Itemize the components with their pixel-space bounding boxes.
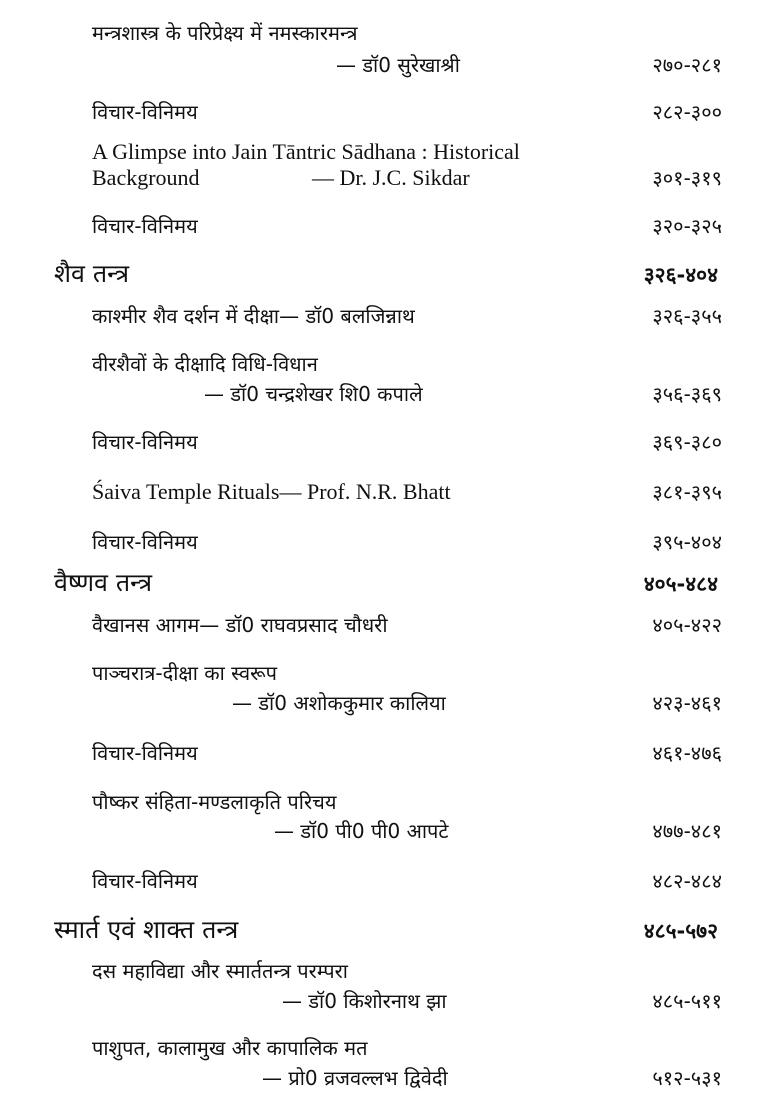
toc-entry-title-cont: Background: [92, 165, 200, 190]
section-pages: ४०५-४८४: [643, 572, 718, 596]
toc-entry-author: — Dr. J.C. Sikdar: [312, 165, 470, 190]
section-heading: स्मार्त एवं शाक्त तन्त्र: [54, 915, 239, 944]
toc-entry-title: वीरशैवों के दीक्षादि विधि-विधान: [92, 352, 318, 376]
toc-entry-author: — डॉ0 सुरेखाश्री: [336, 53, 460, 77]
toc-entry-pages: ३०१-३१९: [652, 166, 722, 190]
toc-entry-pages: ४८५-५११: [652, 989, 722, 1013]
toc-entry-pages: ४७७-४८१: [652, 819, 722, 843]
toc-entry-title: पाञ्चरात्र-दीक्षा का स्वरूप: [92, 661, 277, 685]
toc-entry-pages: २७०-२८१: [652, 53, 722, 77]
toc-entry-pages: ३९५-४०४: [652, 530, 722, 554]
toc-entry-title: पौष्कर संहिता-मण्डलाकृति परिचय: [92, 790, 337, 814]
toc-entry-pages: ४०५-४२२: [652, 613, 722, 637]
toc-entry-author: — डॉ0 अशोककुमार कालिया: [232, 691, 446, 715]
toc-entry-author: — डॉ0 चन्द्रशेखर शि0 कपाले: [204, 382, 423, 406]
section-heading: वैष्णव तन्त्र: [54, 568, 153, 597]
toc-entry-title: विचार-विनिमय: [92, 530, 198, 554]
toc-entry-title: विचार-विनिमय: [92, 869, 198, 893]
toc-entry-title: दस महाविद्या और स्मार्ततन्त्र परम्परा: [92, 959, 348, 983]
toc-entry-pages: ३२०-३२५: [652, 214, 722, 238]
section-pages: ३२६-४०४: [643, 263, 718, 287]
toc-entry-pages: ३२६-३५५: [652, 304, 722, 328]
toc-entry-title: विचार-विनिमय: [92, 741, 198, 765]
toc-entry-title: विचार-विनिमय: [92, 214, 198, 238]
toc-entry-pages: ४८२-४८४: [652, 869, 722, 893]
toc-entry-title: मन्त्रशास्त्र के परिप्रेक्ष्य में नमस्कारमन्त्र: [92, 21, 358, 45]
toc-entry-pages: ३५६-३६९: [652, 382, 722, 406]
toc-entry-title: विचार-विनिमय: [92, 430, 198, 454]
toc-entry-title: Śaiva Temple Rituals— Prof. N.R. Bhatt: [92, 479, 451, 504]
toc-entry-pages: ४२३-४६१: [652, 691, 722, 715]
toc-entry-title: वैखानस आगम— डॉ0 राघवप्रसाद चौधरी: [92, 613, 388, 637]
section-heading: शैव तन्त्र: [54, 259, 130, 288]
toc-entry-pages: ४६१-४७६: [652, 741, 722, 765]
toc-entry-pages: ५१२-५३१: [652, 1066, 722, 1090]
toc-entry-title: पाशुपत, कालामुख और कापालिक मत: [92, 1036, 368, 1060]
toc-entry-title: A Glimpse into Jain Tāntric Sādhana : Historical: [92, 139, 520, 164]
section-pages: ४८५-५७२: [643, 919, 718, 943]
toc-entry-author: — डॉ0 पी0 पी0 आपटे: [274, 819, 449, 843]
toc-entry-pages: २८२-३००: [652, 100, 722, 124]
toc-entry-author: — प्रो0 व्रजवल्लभ द्विवेदी: [262, 1066, 448, 1090]
toc-entry-pages: ३८१-३९५: [652, 480, 722, 504]
toc-entry-title: विचार-विनिमय: [92, 100, 198, 124]
toc-entry-pages: ३६९-३८०: [652, 430, 722, 454]
toc-entry-title: काश्मीर शैव दर्शन में दीक्षा— डॉ0 बलजिन्नाथ: [92, 304, 415, 328]
toc-entry-author: — डॉ0 किशोरनाथ झा: [282, 989, 447, 1013]
